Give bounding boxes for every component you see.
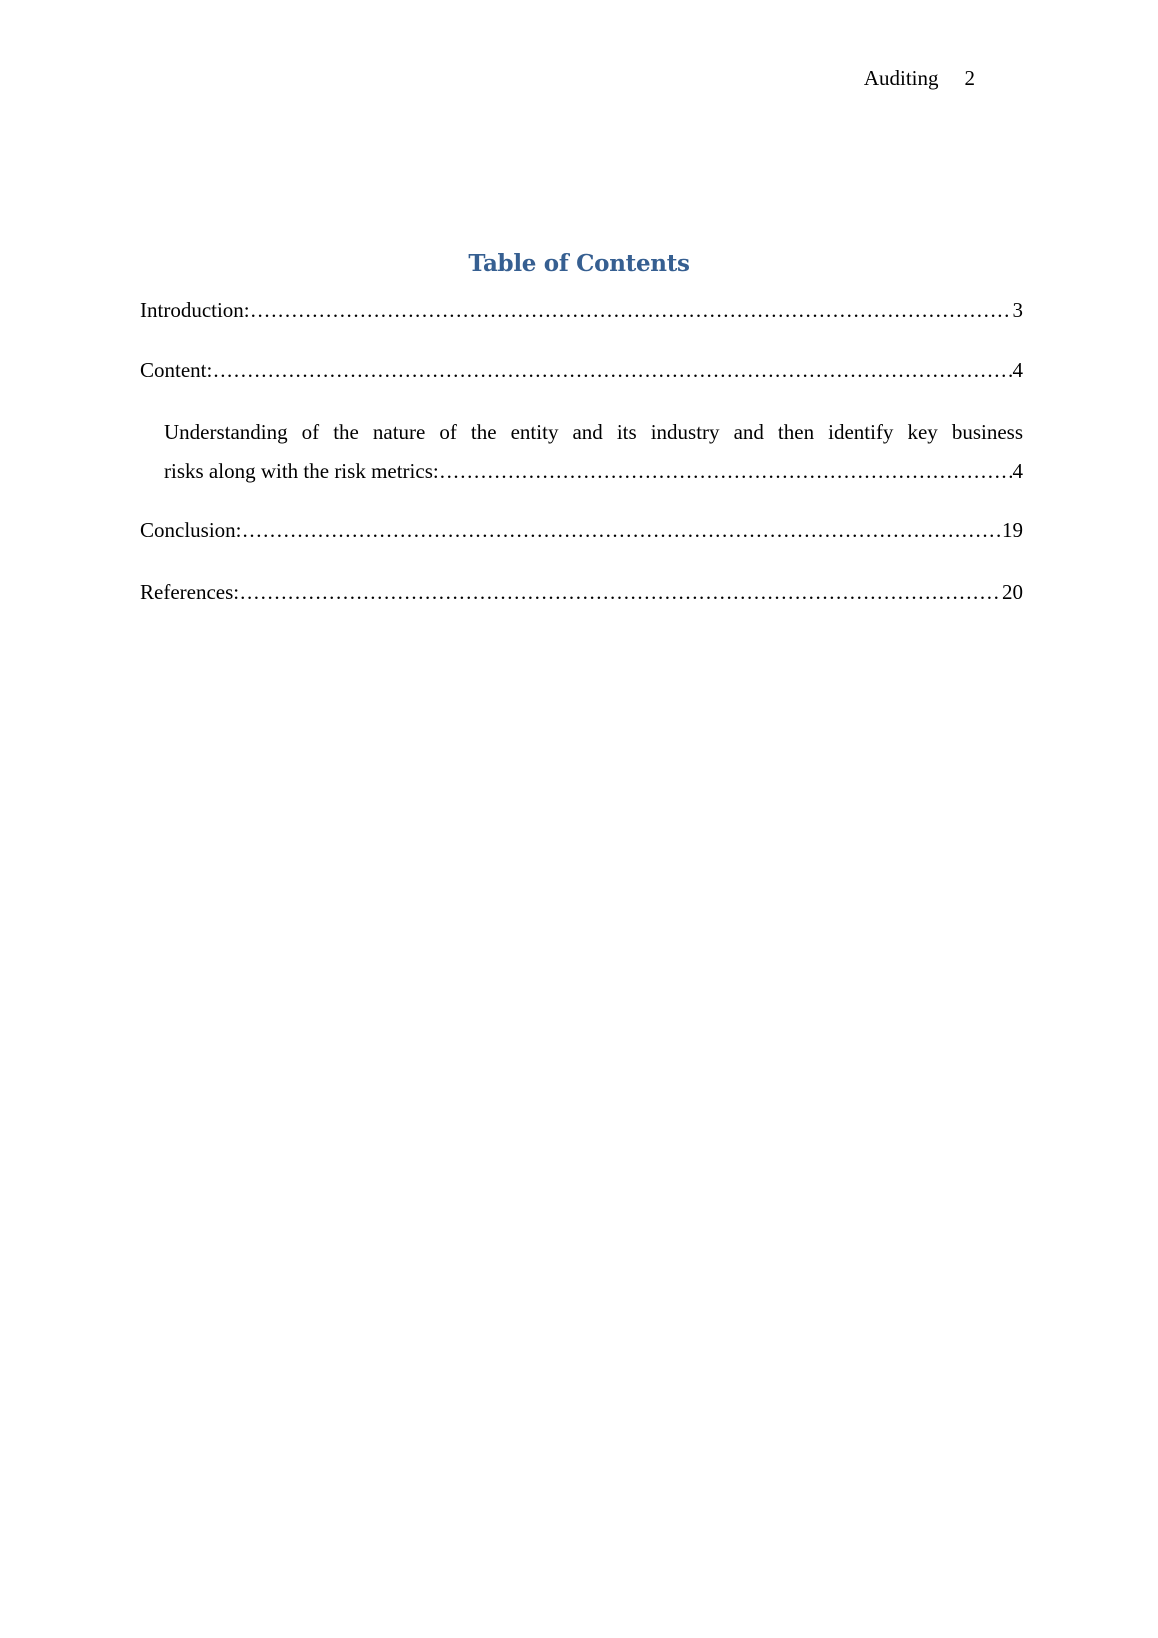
dot-leader (243, 518, 1001, 543)
toc-entry-conclusion[interactable] (140, 518, 1023, 543)
toc-entry-page: 20 (1002, 580, 1023, 604)
toc-entry-understanding[interactable] (164, 420, 1023, 484)
toc-entry-content[interactable] (140, 358, 1023, 383)
toc-entry-page: 3 (1012, 298, 1023, 322)
dot-leader (213, 358, 1011, 383)
toc-entry-references[interactable] (140, 580, 1023, 605)
toc-entry-label-line1: Understanding of the nature of the entity and its industry and then identify key business (164, 420, 1023, 444)
toc-entry-label: References: (140, 580, 240, 604)
toc-entry-label: Introduction: (140, 298, 250, 322)
toc-entry-introduction[interactable] (140, 298, 1023, 323)
toc-entry-page: 19 (1002, 518, 1023, 542)
dot-leader (240, 580, 1001, 605)
page-header (864, 66, 975, 91)
toc-entry-page: 4 (1012, 358, 1023, 382)
toc-entry-label: Content: (140, 358, 213, 382)
page-number: 2 (964, 66, 975, 90)
toc-entry-label-line2: risks along with the risk metrics: (164, 459, 439, 483)
toc-title: Table of Contents (468, 250, 690, 277)
toc-entry-page: 4 (1012, 459, 1023, 483)
toc-entry-label: Conclusion: (140, 518, 242, 542)
dot-leader (251, 298, 1012, 323)
dot-leader (440, 459, 1012, 484)
running-title: Auditing (863, 66, 939, 90)
